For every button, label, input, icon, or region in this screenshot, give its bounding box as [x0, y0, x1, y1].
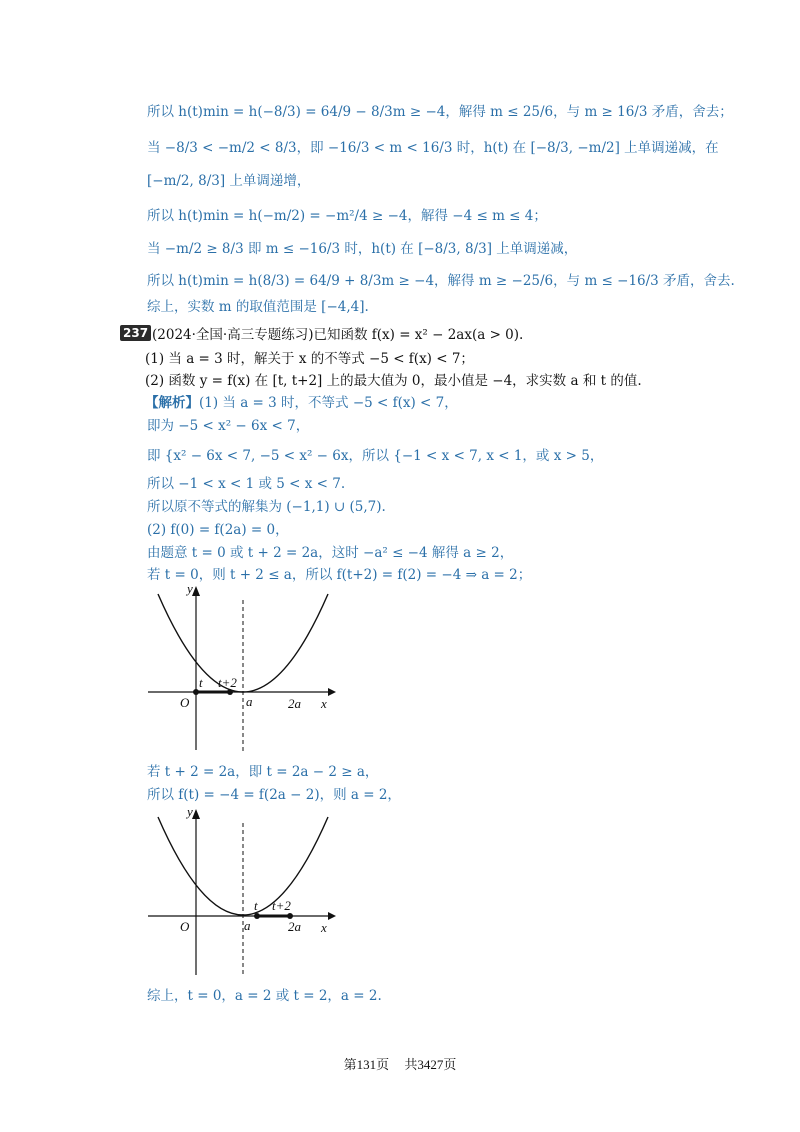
solution-line-8: 若 t = 0，则 t + 2 ≤ a，所以 f(t+2) = f(2) = −4 ⇒ a = 2； — [147, 567, 532, 583]
page-number: 第131页 — [343, 1057, 390, 1072]
y-axis-arrow — [192, 809, 200, 819]
solution-line-2: 即为 −5 < x² − 6x < 7， — [147, 418, 310, 434]
y-label: y — [187, 804, 193, 819]
prev-solution-line-5: 当 −m/2 ≥ 8/3 即 m ≤ −16/3 时，h(t) 在 [−8/3, 8/3] 上单调递减， — [147, 241, 578, 257]
problem-part-2: (2) 函数 y = f(x) 在 [t, t+2] 上的最大值为 0，最小值是 −4，求实数 a 和 t 的值. — [145, 373, 642, 389]
solution-line-11: 综上，t = 0，a = 2 或 t = 2，a = 2. — [147, 988, 382, 1004]
solution-line-6: (2) f(0) = f(2a) = 0， — [147, 522, 289, 538]
prev-solution-line-2: 当 −8/3 < −m/2 < 8/3，即 −16/3 < m < 16/3 时，h(t) 在 [−8/3, −m/2] 上单调递减，在 — [147, 140, 719, 156]
prev-solution-line-1: 所以 h(t)min = h(−8/3) = 64/9 − 8/3m ≥ −4，解得 m ≤ 25/6，与 m ≥ 16/3 矛盾，舍去； — [147, 104, 733, 120]
prev-solution-line-7: 综上，实数 m 的取值范围是 [−4,4]. — [147, 299, 369, 315]
solution-line-4: 所以 −1 < x < 1 或 5 < x < 7. — [147, 476, 346, 492]
solution-line-3: 即 {x² − 6x < 7, −5 < x² − 6x，所以 {−1 < x < 7, x < 1，或 x > 5， — [147, 448, 604, 464]
x-axis-arrow — [328, 912, 336, 920]
solution-line-1 — [145, 394, 458, 412]
prev-solution-line-3: [−m/2, 8/3] 上单调递增， — [147, 173, 311, 189]
parabola-graph-1 — [140, 580, 340, 755]
x-axis-arrow — [328, 688, 336, 696]
t-plus-2-label: t+2 — [218, 675, 237, 690]
prev-solution-line-6: 所以 h(t)min = h(8/3) = 64/9 + 8/3m ≥ −4，解得 m ≥ −25/6，与 m ≤ −16/3 矛盾，舍去. — [147, 273, 735, 289]
a-label: a — [246, 694, 253, 709]
x-label: x — [321, 920, 327, 935]
solution-line-9: 若 t + 2 = 2a，即 t = 2a − 2 ≥ a， — [147, 764, 379, 780]
origin-label: O — [180, 919, 190, 934]
y-label: y — [187, 581, 193, 596]
problem-part-1: (1) 当 a = 3 时，解关于 x 的不等式 −5 < f(x) < 7； — [145, 351, 474, 367]
t-label: t — [254, 898, 258, 913]
origin-label: O — [180, 695, 190, 710]
page-total: 共3427页 — [404, 1057, 457, 1072]
problem-stem: (2024·全国·高三专题练习)已知函数 f(x) = x² − 2ax(a > 0). — [152, 327, 524, 343]
t-label: t — [199, 675, 203, 690]
parabola-graph-2 — [140, 803, 340, 978]
solution-line-7: 由题意 t = 0 或 t + 2 = 2a，这时 −a² ≤ −4 解得 a ≥ 2， — [147, 545, 514, 561]
problem-number-badge: 237 — [120, 325, 151, 341]
a-label: a — [244, 918, 251, 933]
y-axis-arrow — [192, 586, 200, 596]
page-footer — [0, 1054, 800, 1073]
t-plus-2-label: t+2 — [272, 898, 291, 913]
x-label: x — [321, 696, 327, 711]
2a-label: 2a — [288, 919, 301, 934]
solution-line-5: 所以原不等式的解集为 (−1,1) ∪ (5,7). — [147, 499, 386, 515]
solution-line-10: 所以 f(t) = −4 = f(2a − 2)，则 a = 2， — [147, 787, 401, 803]
solution-line-1-text: (1) 当 a = 3 时，不等式 −5 < f(x) < 7， — [199, 395, 458, 411]
point-t — [254, 913, 260, 919]
2a-label: 2a — [288, 696, 301, 711]
prev-solution-line-4: 所以 h(t)min = h(−m/2) = −m²/4 ≥ −4，解得 −4 ≤ m ≤ 4； — [147, 208, 547, 224]
solution-label: 【解析】 — [145, 395, 199, 411]
